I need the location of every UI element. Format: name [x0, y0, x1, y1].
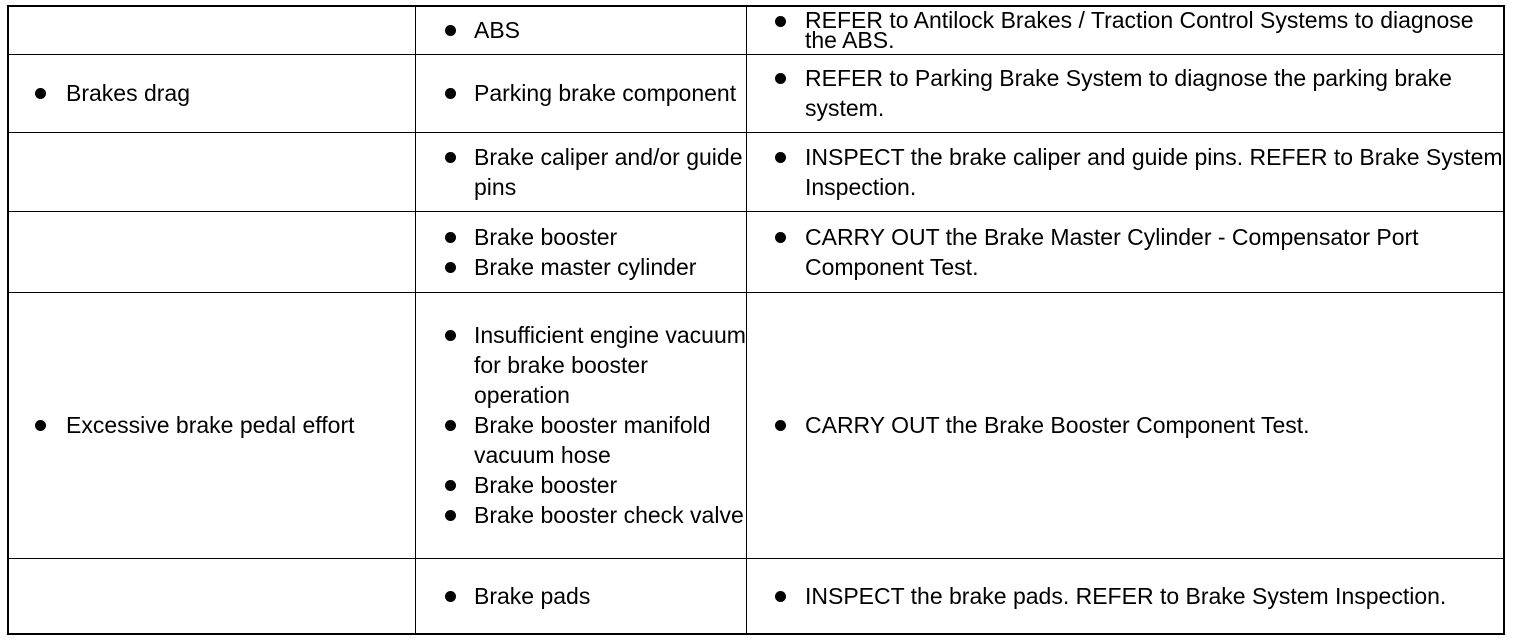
condition-list — [9, 410, 415, 440]
cause-list — [416, 222, 746, 282]
cause-cell — [416, 132, 747, 211]
table-row — [8, 132, 1504, 211]
action-list — [747, 63, 1503, 123]
list-item: REFER to Parking Brake System to diagnose the parking brake system. — [747, 63, 1503, 123]
list-item: Brake caliper and/or guide pins — [416, 142, 746, 202]
action-cell — [747, 292, 1505, 558]
list-item: Brake booster — [416, 222, 746, 252]
action-cell — [747, 558, 1505, 634]
action-list — [747, 222, 1503, 282]
action-list — [747, 410, 1503, 440]
list-item: Brakes drag — [9, 78, 415, 108]
cause-list — [416, 581, 746, 611]
cause-cell — [416, 292, 747, 558]
condition-cell — [8, 132, 416, 211]
table-row — [8, 54, 1504, 132]
list-item: Brake pads — [416, 581, 746, 611]
list-item: Brake booster manifold vacuum hose — [416, 410, 746, 470]
action-list — [747, 7, 1503, 54]
list-item: ABS — [416, 15, 746, 45]
cause-cell — [416, 558, 747, 634]
list-item: INSPECT the brake pads. REFER to Brake System Inspection. — [747, 581, 1503, 611]
list-item: CARRY OUT the Brake Booster Component Test. — [747, 410, 1503, 440]
condition-cell — [8, 292, 416, 558]
list-item: Brake master cylinder — [416, 252, 746, 282]
table-row — [8, 6, 1504, 54]
list-item: Excessive brake pedal effort — [9, 410, 415, 440]
cause-list — [416, 78, 746, 108]
condition-cell — [8, 54, 416, 132]
action-cell — [747, 132, 1505, 211]
list-item: Brake booster check valve — [416, 500, 746, 530]
cause-list — [416, 320, 746, 530]
table-row — [8, 292, 1504, 558]
list-item: Brake booster — [416, 470, 746, 500]
condition-cell — [8, 211, 416, 292]
table-row — [8, 558, 1504, 634]
list-item: REFER to Antilock Brakes / Traction Control Systems to diagnose the ABS. — [747, 10, 1503, 50]
action-cell — [747, 6, 1505, 54]
diagnosis-table — [7, 5, 1505, 635]
cause-list — [416, 15, 746, 45]
table-row — [8, 211, 1504, 292]
cause-cell — [416, 6, 747, 54]
action-cell — [747, 211, 1505, 292]
list-item: CARRY OUT the Brake Master Cylinder - Compensator Port Component Test. — [747, 222, 1503, 282]
list-item: Parking brake component — [416, 78, 746, 108]
action-cell — [747, 54, 1505, 132]
cause-cell — [416, 54, 747, 132]
action-list — [747, 581, 1503, 611]
cause-cell — [416, 211, 747, 292]
condition-list — [9, 78, 415, 108]
list-item: INSPECT the brake caliper and guide pins. REFER to Brake System Inspection. — [747, 142, 1503, 202]
cause-list — [416, 142, 746, 202]
list-item: Insufficient engine vacuum for brake booster operation — [416, 320, 746, 410]
action-list — [747, 142, 1503, 202]
condition-cell — [8, 6, 416, 54]
condition-cell — [8, 558, 416, 634]
